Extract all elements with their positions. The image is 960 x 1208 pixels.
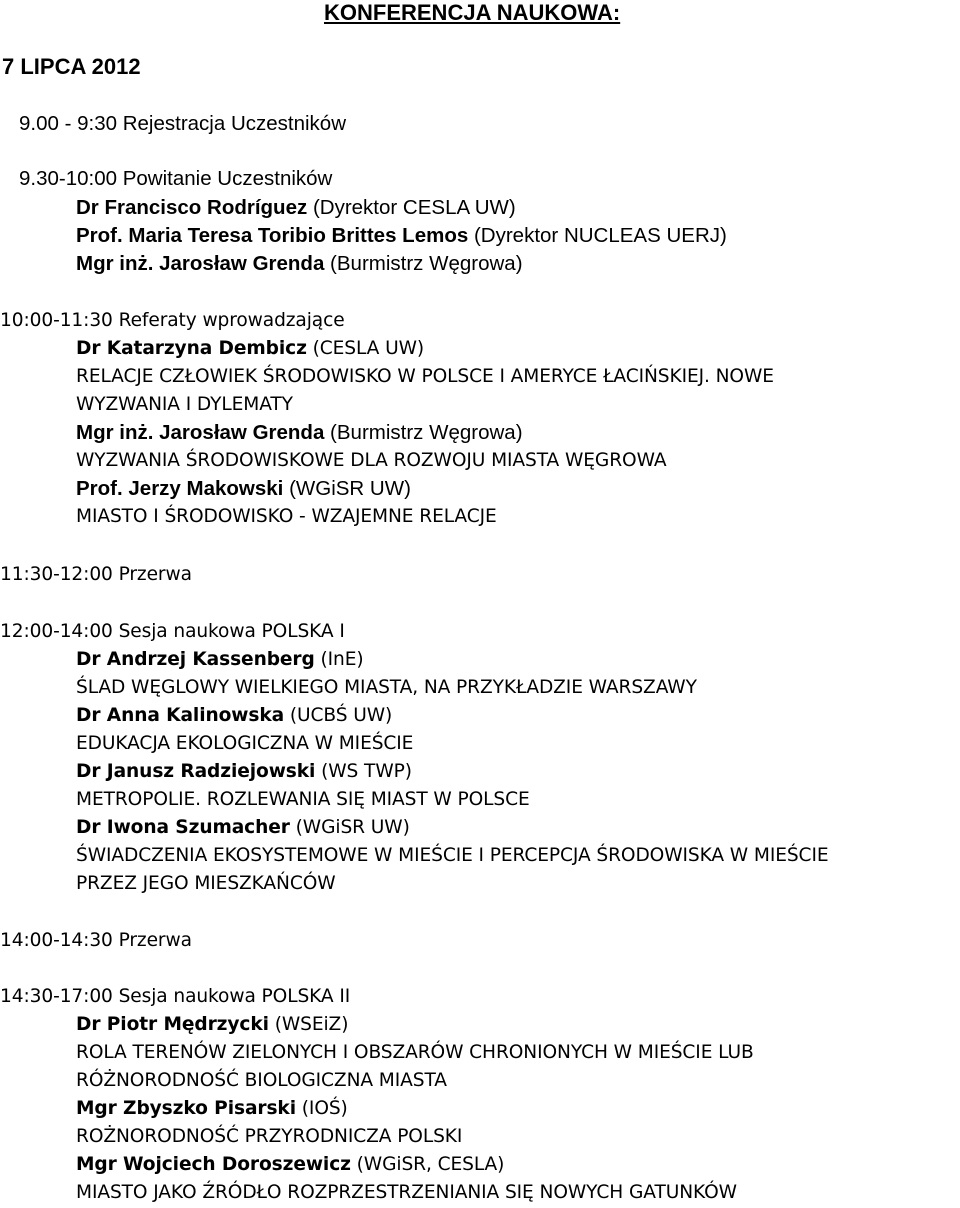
session-time-polska-2: 14:30-17:00 Sesja naukowa POLSKA II <box>0 986 351 1007</box>
speaker-line <box>76 1096 348 1121</box>
speaker-line <box>76 759 412 784</box>
speaker-line <box>76 476 411 501</box>
speaker-affiliation: (InE) <box>314 649 364 670</box>
speaker-line <box>76 420 523 445</box>
speaker-line <box>76 223 727 248</box>
speaker-name: Dr Anna Kalinowska <box>76 705 285 726</box>
conference-date: 7 LIPCA 2012 <box>2 54 141 79</box>
speaker-affiliation: (UCBŚ UW) <box>284 705 393 726</box>
speaker-affiliation: (Burmistrz Węgrowa) <box>324 421 523 444</box>
break-time: 14:00-14:30 Przerwa <box>0 930 192 951</box>
speaker-affiliation: (Dyrektor CESLA UW) <box>307 196 516 219</box>
break-time: 11:30-12:00 Przerwa <box>0 564 192 585</box>
speaker-affiliation: (WSEiZ) <box>268 1014 349 1035</box>
speaker-name: Mgr inż. Jarosław Grenda <box>76 252 325 275</box>
speaker-name: Dr Janusz Radziejowski <box>76 761 316 782</box>
speaker-affiliation: (WGiSR UW) <box>289 817 410 838</box>
session-time-welcome: 9.30-10:00 Powitanie Uczestników <box>19 167 333 190</box>
talk-title: EDUKACJA EKOLOGICZNA W MIEŚCIE <box>76 733 414 754</box>
speaker-name: Dr Andrzej Kassenberg <box>76 649 315 670</box>
speaker-name: Dr Katarzyna Dembicz <box>76 338 307 359</box>
speaker-name: Mgr inż. Jarosław Grenda <box>76 421 325 444</box>
speaker-affiliation: (WGiSR UW) <box>283 477 411 500</box>
talk-title: WYZWANIA I DYLEMATY <box>76 394 293 415</box>
speaker-name: Dr Piotr Mędrzycki <box>76 1014 269 1035</box>
speaker-name: Mgr Zbyszko Pisarski <box>76 1098 296 1119</box>
speaker-name: Prof. Maria Teresa Toribio Brittes Lemos <box>76 224 469 247</box>
speaker-line <box>76 251 523 276</box>
speaker-affiliation: (Burmistrz Węgrowa) <box>324 252 523 275</box>
talk-title: ŚWIADCZENIA EKOSYSTEMOWE W MIEŚCIE I PERCEPCJA ŚRODOWISKA W MIEŚCIE <box>76 845 829 866</box>
talk-title: RELACJE CZŁOWIEK ŚRODOWISKO W POLSCE I AMERYCE ŁACIŃSKIEJ. NOWE <box>76 366 774 387</box>
speaker-name: Prof. Jerzy Makowski <box>76 477 284 500</box>
talk-title: METROPOLIE. ROZLEWANIA SIĘ MIAST W POLSCE <box>76 789 530 810</box>
page-title: KONFERENCJA NAUKOWA: <box>324 0 621 25</box>
speaker-line <box>76 1152 504 1177</box>
talk-title: RÓŻNORODNOŚĆ BIOLOGICZNA MIASTA <box>76 1070 447 1091</box>
speaker-line <box>76 336 424 361</box>
session-time-intro: 10:00-11:30 Referaty wprowadzające <box>0 310 345 331</box>
speaker-affiliation: (Dyrektor NUCLEAS UERJ) <box>468 224 727 247</box>
talk-title: MIASTO JAKO ŹRÓDŁO ROZPRZESTRZENIANIA SIĘ NOWYCH GATUNKÓW <box>76 1182 737 1203</box>
talk-title: ŚLAD WĘGLOWY WIELKIEGO MIASTA, NA PRZYKŁADZIE WARSZAWY <box>76 677 697 698</box>
talk-title: ROŻNORODNOŚĆ PRZYRODNICZA POLSKI <box>76 1126 463 1147</box>
talk-title: MIASTO I ŚRODOWISKO - WZAJEMNE RELACJE <box>76 506 497 527</box>
speaker-line <box>76 1012 348 1037</box>
speaker-line <box>76 815 410 840</box>
session-time-registration: 9.00 - 9:30 Rejestracja Uczestników <box>19 112 347 135</box>
speaker-line <box>76 647 364 672</box>
speaker-name: Dr Iwona Szumacher <box>76 817 290 838</box>
speaker-line <box>76 703 392 728</box>
talk-title: ROLA TERENÓW ZIELONYCH I OBSZARÓW CHRONIONYCH W MIEŚCIE LUB <box>76 1042 754 1063</box>
speaker-affiliation: (WGiSR, CESLA) <box>350 1154 505 1175</box>
speaker-line <box>76 195 516 220</box>
speaker-name: Dr Francisco Rodríguez <box>76 196 308 219</box>
talk-title: PRZEZ JEGO MIESZKAŃCÓW <box>76 873 336 894</box>
session-time-polska-1: 12:00-14:00 Sesja naukowa POLSKA I <box>0 621 345 642</box>
speaker-affiliation: (CESLA UW) <box>306 338 425 359</box>
speaker-name: Mgr Wojciech Doroszewicz <box>76 1154 351 1175</box>
speaker-affiliation: (WS TWP) <box>315 761 412 782</box>
speaker-affiliation: (IOŚ) <box>295 1098 348 1119</box>
talk-title: WYZWANIA ŚRODOWISKOWE DLA ROZWOJU MIASTA WĘGROWA <box>76 450 667 471</box>
